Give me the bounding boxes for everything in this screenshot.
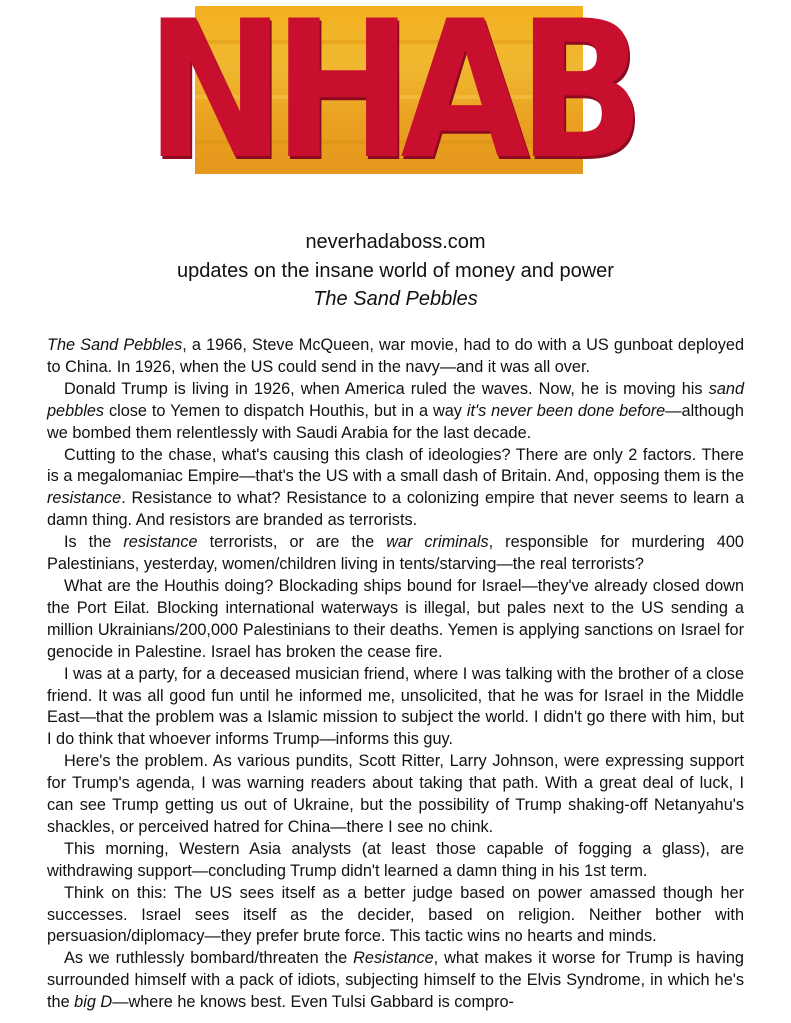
article-title: The Sand Pebbles (313, 288, 478, 310)
emphasis-text: resistance (123, 533, 198, 552)
emphasis-text: big D (74, 993, 113, 1012)
paragraph-text: Donald Trump is living in 1926, when America ruled the waves. Now, he is moving his (64, 379, 709, 398)
article-paragraph (47, 883, 744, 949)
article-paragraph (47, 532, 744, 576)
paragraph-text: —although we bombed them relentlessly with Saudi Arabia for the last decade. (47, 401, 744, 442)
article-paragraph (47, 445, 744, 533)
emphasis-text: it's never been done before (466, 401, 666, 420)
paragraph-text: What are the Houthis doing? Blockading ships bound for Israel—they've already closed down the Port Eilat. Blocking international waterways is illegal, but pales next to the US sending a million Ukrainians/200,000 Palestinians to their deaths. Yemen is applying sanctions on Israel for genocide in Palestine. Israel has broken the cease fire. (47, 576, 744, 661)
site-logo (145, 0, 633, 201)
paragraph-text: Cutting to the chase, what's causing this clash of ideologies? There are only 2 factors. There is a megalomaniac Empire—that's the US with a small dash of Britain. And, opposing them is the (47, 445, 744, 486)
logo-letters: NHAB (145, 0, 633, 201)
paragraph-text: . Resistance to what? Resistance to a colonizing empire that never seems to learn a damn thing. And resistors are branded as terrorists. (47, 489, 744, 530)
article-paragraph (47, 948, 744, 1014)
paragraph-text: terrorists, or are the (197, 533, 387, 552)
paragraph-text: , a 1966, Steve McQueen, war movie, had to do with a US gunboat deployed to China. In 1926, when the US could send in the navy—and it was all over. (47, 336, 744, 376)
emphasis-text: The Sand Pebbles (47, 336, 183, 354)
site-tagline: updates on the insane world of money and power (177, 259, 614, 282)
article-paragraph (47, 839, 744, 883)
paragraph-text: I was at a party, for a deceased musician friend, where I was talking with the brother of a close friend. It was all good fun until he informed me, unsolicited, that he was for Israel in the Middle East—that the problem was a Islamic mission to subject the world. I didn't go there with him, but I do think that whoever informs Trump—informs this guy. (47, 664, 744, 749)
paragraph-text: , responsible for murdering 400 Palestinians, yesterday, women/children living in tents/starving—the real terrorists? (47, 533, 744, 574)
article-paragraph (47, 335, 744, 379)
emphasis-text: Resistance (353, 949, 434, 968)
page-header (0, 228, 791, 314)
emphasis-text: war criminals (386, 533, 489, 552)
paragraph-text: close to Yemen to dispatch Houthis, but in a way (104, 401, 467, 420)
article-paragraph (47, 664, 744, 752)
article-paragraph (47, 379, 744, 445)
paragraph-text: , what makes it worse for Trump is having surrounded himself with a pack of idiots, subjecting himself to the Elvis Syndrome, in which he's the (47, 949, 744, 1012)
article-paragraph (47, 576, 744, 664)
emphasis-text: sand pebbles (47, 379, 744, 420)
paragraph-text: —where he knows best. Even Tulsi Gabbard is compro- (112, 993, 514, 1012)
article-body (47, 335, 744, 1014)
site-name: neverhadaboss.com (305, 231, 486, 253)
paragraph-text: Is the (64, 533, 124, 552)
paragraph-text: As we ruthlessly bombard/threaten the (64, 949, 354, 968)
paragraph-text: This morning, Western Asia analysts (at least those capable of fogging a glass), are withdrawing support—concluding Trump didn't learned a damn thing in his 1st term. (47, 839, 744, 880)
article-paragraph (47, 751, 744, 839)
paragraph-text: Think on this: The US sees itself as a better judge based on power amassed though her successes. Israel sees itself as the decider, based on religion. Neither bother with persuasion/diplomacy—they prefer brute force. This tactic wins no hearts and minds. (47, 883, 744, 946)
paragraph-text: Here's the problem. As various pundits, Scott Ritter, Larry Johnson, were expressing support for Trump's agenda, I was warning readers about taking that path. With a great deal of luck, I can see Trump getting us out of Ukraine, but the possibility of Trump shaking-off Netanyahu's shackles, or perceived hatred for China—there I see no chink. (47, 752, 744, 836)
emphasis-text: resistance (47, 489, 122, 508)
